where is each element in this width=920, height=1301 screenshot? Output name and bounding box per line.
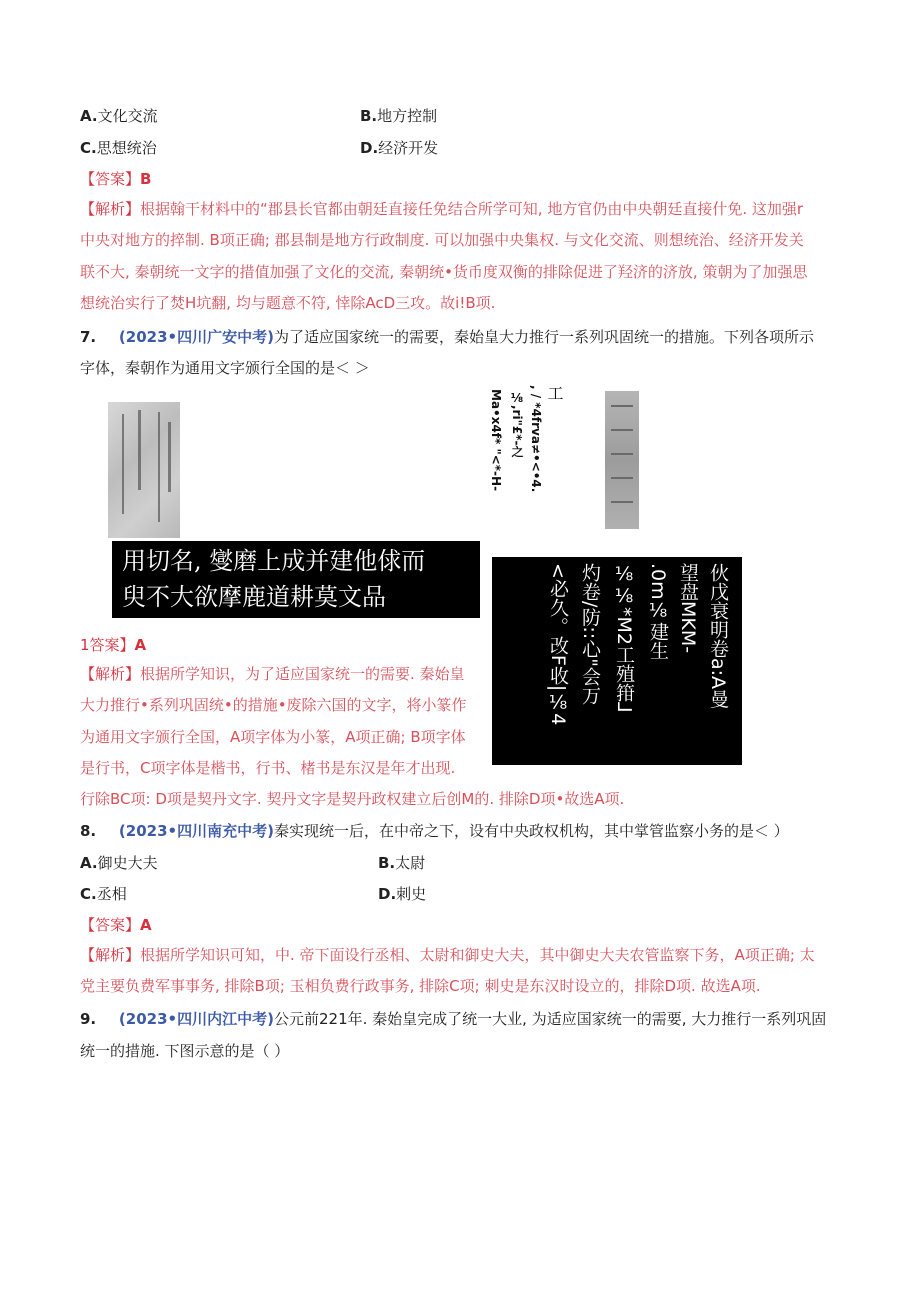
answer-value: B bbox=[140, 170, 152, 188]
analysis-text: 根据所学知识，为了适应国家统一的需要. 秦始皇 bbox=[140, 665, 465, 683]
option-a bbox=[80, 105, 158, 126]
analysis-label: 【解析】 bbox=[80, 200, 141, 218]
option-letter: C. bbox=[80, 139, 97, 157]
question-7-stem bbox=[80, 326, 814, 347]
analysis-line: 是行书，C项字体是楷书，行书、楮书是东汉是年才出现. bbox=[80, 759, 456, 777]
option-letter: D. bbox=[378, 885, 397, 903]
question-source: (2023•四川广安中考) bbox=[118, 328, 274, 346]
option-text: 思想统治 bbox=[96, 139, 157, 157]
vertical-col: 灼卷/防::心"会万 bbox=[579, 563, 601, 705]
question-9-stem bbox=[80, 1008, 826, 1029]
analysis-line bbox=[80, 945, 815, 965]
question-7-stem-cont: 字体，秦朝作为通用文字颁行全国的是＜ ＞ bbox=[80, 359, 370, 377]
kaishu-script-image bbox=[112, 541, 480, 618]
option-letter: B. bbox=[378, 854, 396, 872]
option-c bbox=[80, 137, 157, 158]
garbled-script-image bbox=[485, 385, 565, 515]
glyph-col: , / *4frva≠•<•4. bbox=[529, 385, 543, 493]
answer-line bbox=[80, 634, 146, 655]
analysis-line: 想统治实行了焚H坑翻, 均与题意不符, 悻除AcD三攻。故i!B项. bbox=[80, 294, 496, 312]
question-number: 8. bbox=[80, 822, 97, 840]
option-text: 经济开发 bbox=[378, 139, 439, 157]
question-9-stem-cont: 统一的措施. 下图示意的是（ ） bbox=[80, 1042, 290, 1060]
analysis-line: 党主要负费军事事务, 排除B项; 玉相负费行政事务, 排除C项; 刺史是东汉时设立的，排除D项. 故选A项. bbox=[80, 977, 761, 995]
question-text: 秦实现统一后，在中帝之下，设有中央政权机构，其中掌管监察小务的是＜ ） bbox=[273, 822, 789, 840]
option-text: 刺史 bbox=[396, 885, 427, 903]
question-number: 9. bbox=[80, 1010, 97, 1028]
vertical-script-image bbox=[492, 557, 742, 765]
analysis-line bbox=[80, 664, 465, 684]
analysis-line: 为通用文字颁行全国，A项字体为小篆，A项正确; B项字体 bbox=[80, 728, 466, 746]
option-text: 地方控制 bbox=[377, 107, 438, 125]
option-text: 文化交流 bbox=[97, 107, 158, 125]
analysis-label: 【解析】 bbox=[80, 946, 141, 964]
vertical-col: .0m⅛建生 bbox=[647, 563, 669, 660]
option-text: 丞相 bbox=[96, 885, 127, 903]
bamboo-strip-photo bbox=[605, 391, 639, 529]
option-letter: A. bbox=[80, 107, 98, 125]
question-text: 为了适应国家统一的需要，秦始皇大力推行一系列巩固统一的措施。下列各项所示 bbox=[273, 328, 814, 346]
option-letter: A. bbox=[80, 854, 98, 872]
question-source: (2023•四川内江中考) bbox=[118, 1010, 274, 1028]
option-a bbox=[80, 852, 158, 873]
option-letter: B. bbox=[360, 107, 378, 125]
kaishu-line: 用切名, 燮磨上成并建他俅而 bbox=[122, 547, 426, 575]
analysis-line: 行除BC项: D项是契丹文字. 契丹文字是契丹政权建立后创M的. 排除D项•故选A项. bbox=[80, 790, 625, 808]
glyph-col: Ma•x4f* "<*-H- bbox=[489, 389, 503, 492]
option-b bbox=[378, 852, 425, 873]
question-8-stem bbox=[80, 820, 789, 841]
vertical-col: <必久。改F收|⅛4 bbox=[547, 563, 569, 726]
seal-script-photo bbox=[108, 402, 180, 538]
analysis-line: 大力推行•系列巩固统•的措施•废除六国的文字，将小篆作 bbox=[80, 696, 467, 714]
vertical-col: 望盘MKM- bbox=[677, 563, 699, 654]
option-letter: D. bbox=[360, 139, 379, 157]
kaishu-line: 臾不大欲摩鹿道耕莫文品 bbox=[122, 583, 386, 611]
analysis-line: 联不大, 秦朝统一文字的措值加强了文化的交流, 秦朝统•货币度双衡的排除促进了羟济的济放, 策朝为了加强思 bbox=[80, 263, 808, 281]
analysis-line bbox=[80, 199, 803, 219]
answer-line bbox=[80, 914, 152, 935]
answer-value: A bbox=[134, 636, 147, 654]
option-d bbox=[378, 883, 426, 904]
analysis-text: 根据翰干材料中的“郡县长官都由朝廷直接任免结合所学可知, 地方官仍由中央朝廷直接什免. 这加强r bbox=[140, 200, 804, 218]
option-letter: C. bbox=[80, 885, 97, 903]
option-d bbox=[360, 137, 438, 158]
option-b bbox=[360, 105, 437, 126]
glyph-col: 工 bbox=[545, 385, 564, 401]
answer-label: 【答案】 bbox=[80, 916, 141, 934]
vertical-col: 伙戊衰明卷a:A曼 bbox=[707, 563, 729, 709]
option-text: 御史大夫 bbox=[97, 854, 158, 872]
answer-label: 【答案】 bbox=[80, 170, 141, 188]
analysis-label: 【解析】 bbox=[80, 665, 141, 683]
analysis-text: 根据所学知识可知，中. 帝下面设行丞相、太尉和御史大夫，其中御史大夫农管监察下务，A项正确; 太 bbox=[140, 946, 815, 964]
answer-label: 1答案】 bbox=[80, 636, 135, 654]
question-source: (2023•四川南充中考) bbox=[118, 822, 274, 840]
answer-line bbox=[80, 168, 151, 189]
glyph-col: ⅛,ri"£*-之 bbox=[510, 391, 524, 458]
answer-value: A bbox=[140, 916, 152, 934]
vertical-col: ⅛⅛*M2工殖箝⅃ bbox=[613, 563, 635, 713]
option-text: 太尉 bbox=[395, 854, 426, 872]
analysis-line: 中央对地方的捽制. B项正确; 郡县制是地方行政制度. 可以加强中央集权. 与文化交流、则想统治、经济开发关 bbox=[80, 231, 804, 249]
question-number: 7. bbox=[80, 328, 97, 346]
option-c bbox=[80, 883, 127, 904]
question-text: 公元前221年. 秦始皇完成了统一大业, 为适应国家统一的需要, 大力推行一系列巩固 bbox=[273, 1010, 827, 1028]
